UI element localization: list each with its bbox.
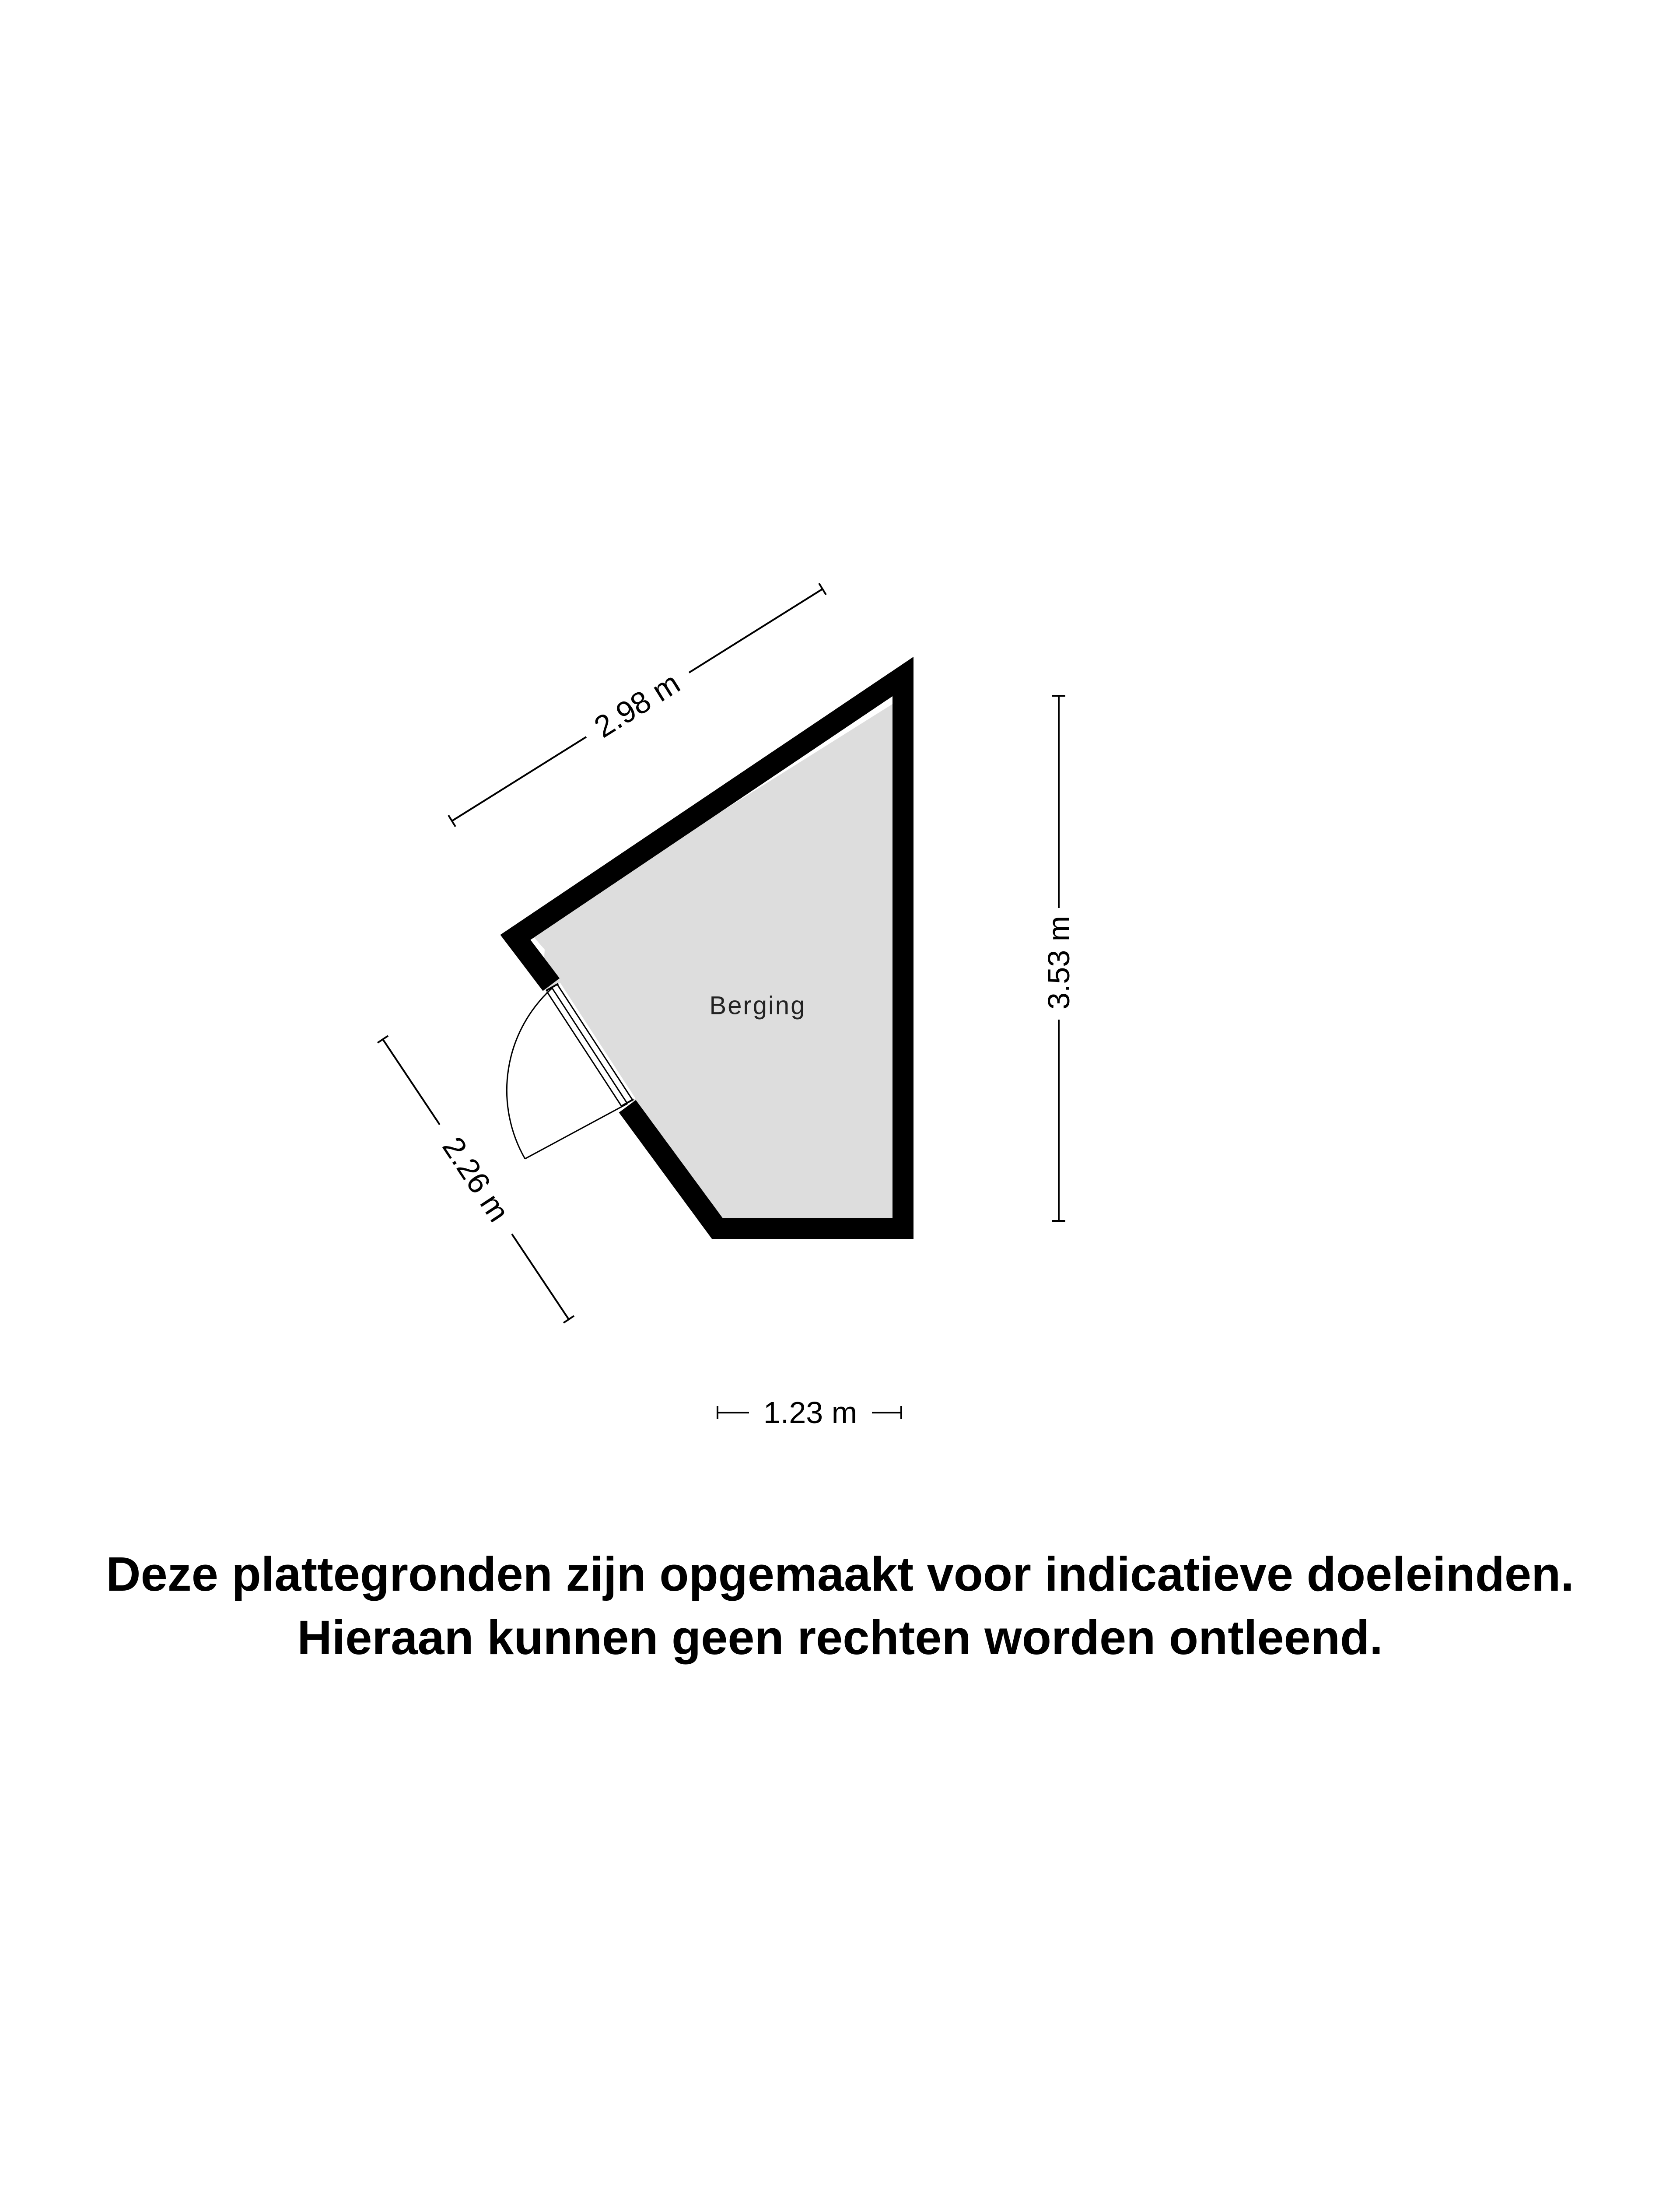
dimension-right (1042, 696, 1076, 1221)
dimension-left-label: 2.26 m (436, 1131, 516, 1228)
disclaimer-line-1: Deze plattegronden zijn opgemaakt voor indicatieve doeleinden. (106, 1547, 1574, 1601)
dimension-right-label: 3.53 m (1042, 916, 1076, 1010)
dimension-bottom (718, 1396, 901, 1430)
dimension-top-label: 2.98 m (588, 666, 686, 744)
dimension-bottom-label: 1.23 m (763, 1396, 857, 1430)
room-label: Berging (709, 991, 806, 1020)
door-swing-arc (507, 988, 552, 1159)
disclaimer-line-2: Hieraan kunnen geen rechten worden ontleend. (297, 1611, 1383, 1665)
room-floor (529, 696, 906, 1229)
disclaimer (0, 1543, 1680, 1669)
door-leaf (525, 1104, 627, 1159)
dimension-left (378, 1036, 574, 1323)
